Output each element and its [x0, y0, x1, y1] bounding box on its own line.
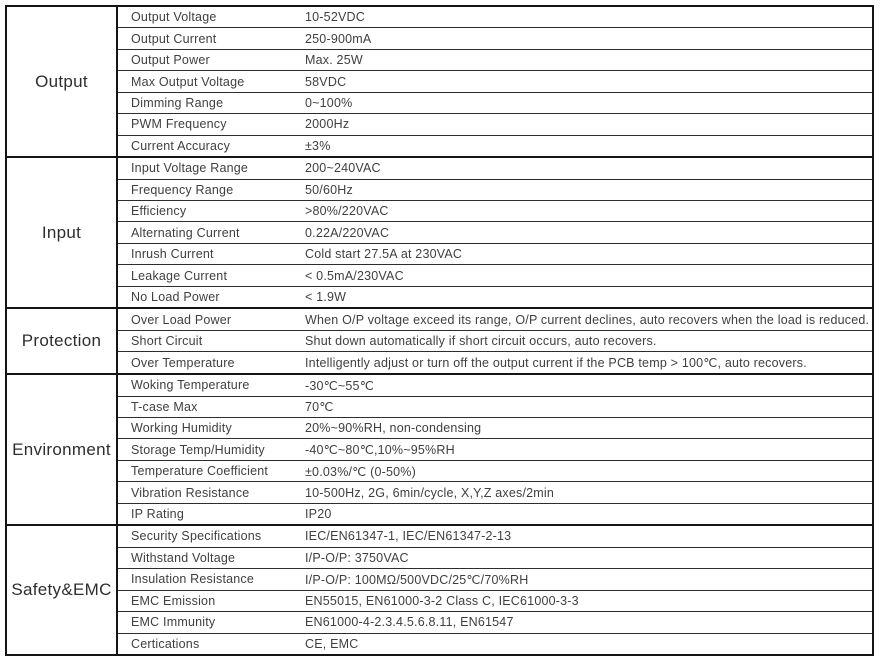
spec-value: 2000Hz	[305, 117, 350, 132]
spec-row	[118, 548, 872, 569]
spec-row	[118, 504, 872, 524]
spec-param-label: Alternating Current	[131, 225, 240, 240]
spec-row	[118, 114, 872, 135]
spec-param-label: PWM Frequency	[131, 117, 227, 132]
spec-row	[118, 352, 872, 373]
spec-value: 58VDC	[305, 74, 347, 89]
spec-value: -40℃~80℃,10%~95%RH	[305, 443, 455, 458]
spec-row	[118, 569, 872, 590]
spec-row	[118, 309, 872, 331]
spec-value: Intelligently adjust or turn off the output current if the PCB temp > 100℃, auto recovers.	[305, 356, 807, 371]
spec-value: >80%/220VAC	[305, 204, 389, 219]
spec-value: 70℃	[305, 400, 334, 415]
spec-param-label: Leakage Current	[131, 268, 228, 283]
spec-row	[118, 222, 872, 243]
spec-param-label: EMC Immunity	[131, 615, 216, 630]
spec-row	[118, 28, 872, 49]
spec-param-label: Max Output Voltage	[131, 74, 245, 89]
spec-param-label: Over Load Power	[131, 312, 232, 327]
spec-param-label: Security Specifications	[131, 529, 262, 544]
spec-param-label: Woking Temperature	[131, 378, 250, 393]
section-input	[7, 158, 872, 309]
spec-value: CE, EMC	[305, 636, 359, 651]
section-category-label: Input	[7, 158, 118, 307]
spec-value: 10-52VDC	[305, 10, 365, 25]
section-rows	[118, 7, 872, 156]
spec-value: 20%~90%RH, non-condensing	[305, 421, 482, 436]
spec-row	[118, 71, 872, 92]
spec-row	[118, 287, 872, 307]
spec-row	[118, 201, 872, 222]
spec-param-label: Inrush Current	[131, 247, 214, 262]
spec-value: EN61000-4-2.3.4.5.6.8.11, EN61547	[305, 615, 514, 630]
spec-row	[118, 634, 872, 654]
spec-param-label: Output Current	[131, 31, 217, 46]
spec-table	[5, 5, 874, 656]
spec-value: < 1.9W	[305, 289, 347, 304]
spec-value: 250-900mA	[305, 31, 372, 46]
spec-value: IP20	[305, 506, 332, 521]
spec-row	[118, 93, 872, 114]
section-category-label: Protection	[7, 309, 118, 373]
spec-row	[118, 7, 872, 28]
spec-param-label: Insulation Resistance	[131, 572, 255, 587]
spec-row	[118, 244, 872, 265]
spec-value: 50/60Hz	[305, 182, 353, 197]
spec-param-label: Vibration Resistance	[131, 485, 250, 500]
spec-row	[118, 418, 872, 439]
spec-value: -30℃~55℃	[305, 378, 374, 393]
spec-value: I/P-O/P: 100MΩ/500VDC/25℃/70%RH	[305, 572, 529, 587]
spec-row	[118, 180, 872, 201]
spec-param-label: Output Voltage	[131, 10, 217, 25]
section-rows	[118, 375, 872, 524]
spec-param-label: Temperature Coefficient	[131, 464, 269, 479]
spec-param-label: Working Humidity	[131, 421, 232, 436]
spec-param-label: No Load Power	[131, 289, 220, 304]
section-rows	[118, 309, 872, 373]
spec-row	[118, 439, 872, 460]
spec-row	[118, 397, 872, 418]
section-protection	[7, 309, 872, 375]
spec-param-label: Current Accuracy	[131, 138, 231, 153]
section-environment	[7, 375, 872, 526]
spec-value: Cold start 27.5A at 230VAC	[305, 247, 463, 262]
spec-value: EN55015, EN61000-3-2 Class C, IEC61000-3-3	[305, 593, 579, 608]
spec-param-label: Frequency Range	[131, 182, 234, 197]
section-rows	[118, 526, 872, 654]
spec-row	[118, 612, 872, 633]
spec-row	[118, 136, 872, 156]
spec-param-label: Storage Temp/Humidity	[131, 442, 265, 457]
spec-row	[118, 265, 872, 286]
spec-param-label: Over Temperature	[131, 355, 235, 370]
spec-row	[118, 375, 872, 396]
section-category-label: Safety&EMC	[7, 526, 118, 654]
spec-row	[118, 461, 872, 482]
spec-param-label: Efficiency	[131, 204, 187, 219]
spec-value: When O/P voltage exceed its range, O/P current declines, auto recovers when the load is reduced.	[305, 312, 870, 327]
spec-param-label: Certications	[131, 636, 200, 651]
spec-value: 200~240VAC	[305, 161, 381, 176]
section-safety-emc	[7, 526, 872, 654]
spec-value: < 0.5mA/230VAC	[305, 268, 404, 283]
spec-row	[118, 482, 872, 503]
spec-row	[118, 526, 872, 547]
spec-value: Shut down automatically if short circuit occurs, auto recovers.	[305, 334, 657, 349]
spec-value: ±0.03%/℃ (0-50%)	[305, 464, 416, 479]
spec-row	[118, 331, 872, 353]
spec-param-label: T-case Max	[131, 399, 198, 414]
spec-param-label: Withstand Voltage	[131, 550, 236, 565]
section-category-label: Output	[7, 7, 118, 156]
spec-param-label: Dimming Range	[131, 95, 224, 110]
section-category-label: Environment	[7, 375, 118, 524]
spec-param-label: Input Voltage Range	[131, 161, 249, 176]
spec-row	[118, 591, 872, 612]
section-output	[7, 7, 872, 158]
spec-value: 0~100%	[305, 95, 353, 110]
spec-param-label: EMC Emission	[131, 593, 216, 608]
spec-value: I/P-O/P: 3750VAC	[305, 550, 409, 565]
spec-value: Max. 25W	[305, 53, 363, 68]
spec-row	[118, 50, 872, 71]
spec-value: IEC/EN61347-1, IEC/EN61347-2-13	[305, 529, 512, 544]
section-rows	[118, 158, 872, 307]
spec-param-label: Output Power	[131, 53, 210, 68]
spec-value: 0.22A/220VAC	[305, 225, 390, 240]
spec-row	[118, 158, 872, 179]
spec-value: ±3%	[305, 138, 331, 153]
spec-param-label: Short Circuit	[131, 334, 203, 349]
spec-value: 10-500Hz, 2G, 6min/cycle, X,Y,Z axes/2min	[305, 485, 555, 500]
spec-param-label: IP Rating	[131, 506, 184, 521]
